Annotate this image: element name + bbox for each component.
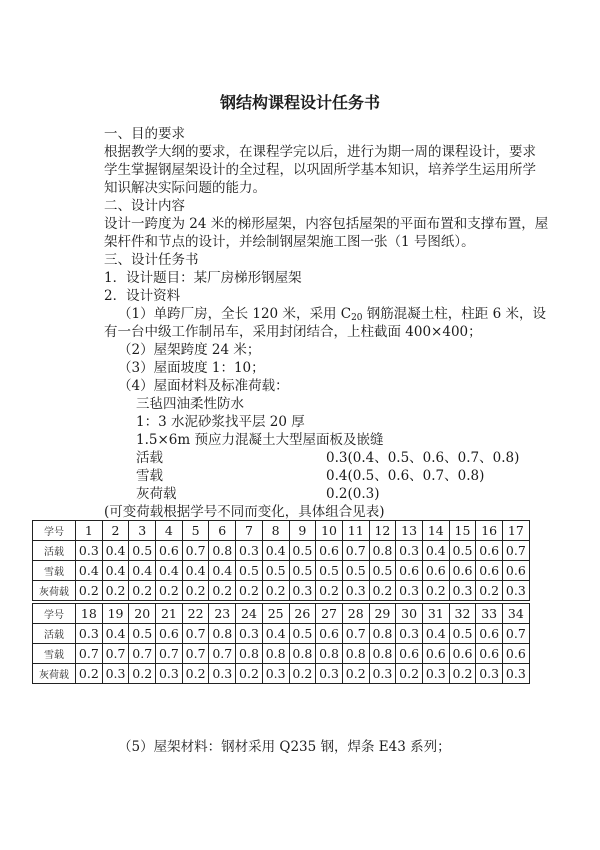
student-id-cell: 24 (236, 604, 263, 624)
row-label: 学号 (33, 604, 76, 624)
ash-load-cell: 0.2 (262, 581, 289, 601)
table-note: (可变荷载根据学号不同而变化，具体组合见表) (104, 504, 385, 520)
student-id-cell: 20 (129, 604, 156, 624)
table-row (33, 521, 530, 541)
purpose-line: 知识解决实际问题的能力。 (104, 180, 266, 196)
student-id-cell: 1 (76, 521, 103, 541)
snow-load-cell: 0.5 (342, 561, 369, 581)
live-load-cell: 0.6 (156, 541, 183, 561)
live-load-cell: 0.8 (209, 624, 236, 644)
table-row (33, 541, 530, 561)
table-row (33, 581, 530, 601)
load-value: 0.2(0.3) (326, 486, 380, 502)
student-id-cell: 30 (396, 604, 423, 624)
student-id-cell: 8 (262, 521, 289, 541)
ash-load-cell: 0.2 (422, 581, 449, 601)
section-heading-content: 二、设计内容 (104, 198, 185, 214)
snow-load-cell: 0.4 (102, 561, 129, 581)
student-id-cell: 29 (369, 604, 396, 624)
concrete-grade-subscript: 20 (351, 313, 363, 323)
student-id-cell: 5 (182, 521, 209, 541)
snow-load-cell: 0.8 (289, 644, 316, 664)
live-load-cell: 0.6 (476, 541, 503, 561)
snow-load-cell: 0.6 (449, 644, 476, 664)
table-row (33, 604, 530, 624)
live-load-cell: 0.3 (76, 624, 103, 644)
snow-load-cell: 0.8 (262, 644, 289, 664)
student-id-cell: 7 (236, 521, 263, 541)
snow-load-cell: 0.7 (129, 644, 156, 664)
table-row (33, 644, 530, 664)
table-row (33, 664, 530, 684)
ash-load-cell: 0.3 (422, 664, 449, 684)
ash-load-cell: 0.3 (503, 664, 530, 684)
live-load-cell: 0.8 (209, 541, 236, 561)
ash-load-cell: 0.3 (289, 581, 316, 601)
student-id-cell: 3 (129, 521, 156, 541)
live-load-cell: 0.4 (262, 624, 289, 644)
live-load-cell: 0.4 (102, 541, 129, 561)
student-id-cell: 17 (503, 521, 530, 541)
live-load-cell: 0.5 (449, 541, 476, 561)
live-load-cell: 0.6 (316, 541, 343, 561)
live-load-cell: 0.7 (503, 624, 530, 644)
table-row (33, 624, 530, 644)
snow-load-cell: 0.8 (342, 644, 369, 664)
design-topic: 1．设计题目：某厂房梯形钢屋架 (104, 270, 302, 286)
student-id-cell: 2 (102, 521, 129, 541)
design-data-item-1-cont: 有一台中级工作制吊车，采用封闭结合，上柱截面 400×400； (104, 324, 482, 340)
ash-load-cell: 0.3 (262, 664, 289, 684)
ash-load-cell: 0.2 (369, 581, 396, 601)
live-load-cell: 0.3 (236, 541, 263, 561)
roof-material: 1.5×6m 预应力混凝土大型屋面板及嵌缝 (136, 432, 384, 448)
content-line: 架杆件和节点的设计，并绘制钢屋架施工图一张（1 号图纸）。 (104, 234, 475, 250)
ash-load-cell: 0.3 (369, 664, 396, 684)
design-data-item-3: （3）屋面坡度 1：10； (118, 360, 265, 376)
design-data-item-4: （4）屋面材料及标准荷载： (118, 378, 289, 394)
live-load-cell: 0.8 (369, 541, 396, 561)
student-id-cell: 26 (289, 604, 316, 624)
design-data-item-2: （2）屋架跨度 24 米； (118, 342, 261, 358)
live-load-cell: 0.4 (422, 624, 449, 644)
snow-load-cell: 0.5 (236, 561, 263, 581)
ash-load-cell: 0.3 (102, 664, 129, 684)
live-load-cell: 0.7 (342, 541, 369, 561)
ash-load-cell: 0.3 (396, 581, 423, 601)
live-load-cell: 0.5 (449, 624, 476, 644)
row-label: 灰荷载 (33, 581, 76, 601)
ash-load-cell: 0.3 (449, 581, 476, 601)
live-load-cell: 0.6 (476, 624, 503, 644)
purpose-line: 根据教学大纲的要求，在课程学完以后，进行为期一周的课程设计，要求 (104, 144, 536, 160)
snow-load-cell: 0.6 (396, 561, 423, 581)
snow-load-cell: 0.6 (476, 561, 503, 581)
snow-load-cell: 0.4 (129, 561, 156, 581)
student-id-cell: 14 (422, 521, 449, 541)
snow-load-cell: 0.6 (503, 561, 530, 581)
snow-load-cell: 0.5 (262, 561, 289, 581)
snow-load-cell: 0.7 (209, 644, 236, 664)
snow-load-cell: 0.6 (449, 561, 476, 581)
ash-load-cell: 0.2 (449, 664, 476, 684)
ash-load-cell: 0.2 (209, 581, 236, 601)
section-heading-task: 三、设计任务书 (104, 252, 199, 268)
row-label: 灰荷载 (33, 664, 76, 684)
snow-load-cell: 0.5 (369, 561, 396, 581)
snow-load-cell: 0.8 (236, 644, 263, 664)
ash-load-cell: 0.2 (156, 581, 183, 601)
live-load-cell: 0.5 (129, 624, 156, 644)
live-load-cell: 0.4 (422, 541, 449, 561)
student-id-cell: 15 (449, 521, 476, 541)
student-id-cell: 4 (156, 521, 183, 541)
row-label: 雪载 (33, 561, 76, 581)
student-id-cell: 6 (209, 521, 236, 541)
ash-load-cell: 0.3 (156, 664, 183, 684)
load-table-1 (32, 520, 530, 601)
snow-load-cell: 0.6 (476, 644, 503, 664)
ash-load-cell: 0.2 (129, 581, 156, 601)
live-load-cell: 0.3 (236, 624, 263, 644)
snow-load-cell: 0.5 (289, 561, 316, 581)
student-id-cell: 21 (156, 604, 183, 624)
snow-load-cell: 0.6 (422, 644, 449, 664)
live-load-cell: 0.3 (396, 624, 423, 644)
snow-load-cell: 0.4 (209, 561, 236, 581)
student-id-cell: 32 (449, 604, 476, 624)
ash-load-cell: 0.2 (476, 581, 503, 601)
snow-load-cell: 0.6 (503, 644, 530, 664)
ash-load-cell: 0.2 (342, 664, 369, 684)
load-name: 雪载 (136, 468, 163, 484)
snow-load-cell: 0.4 (76, 561, 103, 581)
load-name: 活载 (136, 450, 163, 466)
ash-load-cell: 0.2 (76, 581, 103, 601)
load-table-2 (32, 603, 530, 684)
ash-load-cell: 0.2 (102, 581, 129, 601)
live-load-cell: 0.3 (396, 541, 423, 561)
design-data-item-1-pre: （1）单跨厂房，全长 120 米，采用 C (118, 306, 352, 322)
snow-load-cell: 0.6 (396, 644, 423, 664)
ash-load-cell: 0.2 (129, 664, 156, 684)
student-id-cell: 33 (476, 604, 503, 624)
ash-load-cell: 0.2 (236, 664, 263, 684)
ash-load-cell: 0.2 (236, 581, 263, 601)
live-load-cell: 0.5 (289, 541, 316, 561)
student-id-cell: 19 (102, 604, 129, 624)
student-id-cell: 18 (76, 604, 103, 624)
ash-load-cell: 0.3 (316, 664, 343, 684)
student-id-cell: 31 (422, 604, 449, 624)
section-heading-purpose: 一、目的要求 (104, 126, 185, 142)
page-title: 钢结构课程设计任务书 (219, 93, 380, 112)
snow-load-cell: 0.7 (156, 644, 183, 664)
student-id-cell: 27 (316, 604, 343, 624)
live-load-cell: 0.7 (342, 624, 369, 644)
design-data-item-5: （5）屋架材料：钢材采用 Q235 钢，焊条 E43 系列； (118, 739, 451, 755)
live-load-cell: 0.8 (369, 624, 396, 644)
snow-load-cell: 0.7 (76, 644, 103, 664)
student-id-cell: 23 (209, 604, 236, 624)
live-load-cell: 0.3 (76, 541, 103, 561)
content-line: 设计一跨度为 24 米的梯形屋架，内容包括屋架的平面布置和支撑布置，屋 (104, 216, 549, 232)
table-row (33, 561, 530, 581)
student-id-cell: 34 (503, 604, 530, 624)
student-id-cell: 11 (342, 521, 369, 541)
snow-load-cell: 0.7 (182, 644, 209, 664)
student-id-cell: 13 (396, 521, 423, 541)
live-load-cell: 0.4 (102, 624, 129, 644)
row-label: 学号 (33, 521, 76, 541)
design-data-heading: 2．设计资料 (104, 288, 181, 304)
student-id-cell: 28 (342, 604, 369, 624)
snow-load-cell: 0.6 (422, 561, 449, 581)
load-value: 0.4(0.5、0.6、0.7、0.8) (326, 468, 485, 484)
design-data-item-1-post: 钢筋混凝土柱，柱距 6 米，设 (362, 306, 546, 322)
live-load-cell: 0.7 (182, 624, 209, 644)
ash-load-cell: 0.3 (209, 664, 236, 684)
student-id-cell: 9 (289, 521, 316, 541)
live-load-cell: 0.6 (316, 624, 343, 644)
student-id-cell: 25 (262, 604, 289, 624)
snow-load-cell: 0.5 (316, 561, 343, 581)
row-label: 活载 (33, 541, 76, 561)
live-load-cell: 0.4 (262, 541, 289, 561)
row-label: 雪载 (33, 644, 76, 664)
student-id-cell: 12 (369, 521, 396, 541)
ash-load-cell: 0.2 (316, 581, 343, 601)
load-value: 0.3(0.4、0.5、0.6、0.7、0.8) (326, 450, 520, 466)
ash-load-cell: 0.2 (182, 581, 209, 601)
ash-load-cell: 0.2 (396, 664, 423, 684)
row-label: 活载 (33, 624, 76, 644)
ash-load-cell: 0.2 (76, 664, 103, 684)
roof-material: 1：3 水泥砂浆找平层 20 厚 (136, 414, 305, 430)
snow-load-cell: 0.4 (182, 561, 209, 581)
live-load-cell: 0.6 (156, 624, 183, 644)
snow-load-cell: 0.8 (316, 644, 343, 664)
student-id-cell: 10 (316, 521, 343, 541)
student-id-cell: 16 (476, 521, 503, 541)
ash-load-cell: 0.3 (476, 664, 503, 684)
ash-load-cell: 0.2 (182, 664, 209, 684)
ash-load-cell: 0.3 (342, 581, 369, 601)
roof-material: 三毡四油柔性防水 (136, 396, 244, 412)
live-load-cell: 0.5 (129, 541, 156, 561)
load-name: 灰荷载 (136, 486, 177, 502)
snow-load-cell: 0.8 (369, 644, 396, 664)
ash-load-cell: 0.2 (289, 664, 316, 684)
student-id-cell: 22 (182, 604, 209, 624)
snow-load-cell: 0.4 (156, 561, 183, 581)
ash-load-cell: 0.3 (503, 581, 530, 601)
live-load-cell: 0.7 (182, 541, 209, 561)
purpose-line: 学生掌握钢屋架设计的全过程，以巩固所学基本知识，培养学生运用所学 (104, 162, 536, 178)
live-load-cell: 0.7 (503, 541, 530, 561)
live-load-cell: 0.5 (289, 624, 316, 644)
snow-load-cell: 0.7 (102, 644, 129, 664)
